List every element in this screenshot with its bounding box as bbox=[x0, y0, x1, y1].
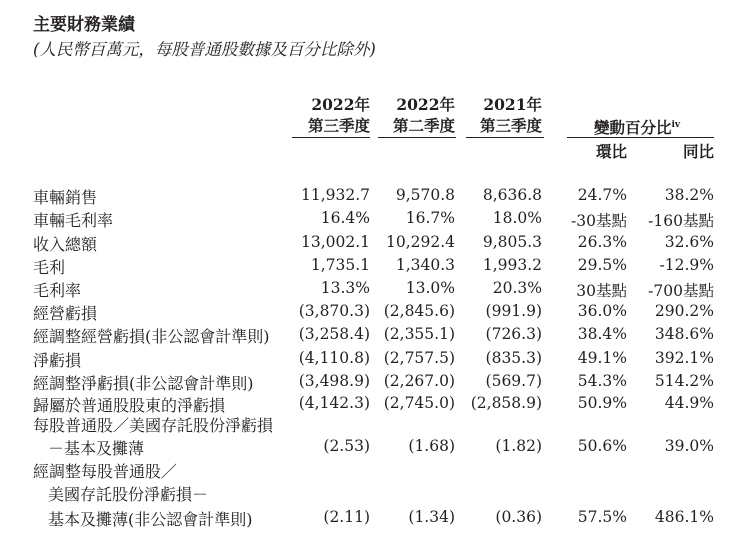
row-value: 30基點 bbox=[576, 282, 627, 300]
change-yoy-header: 同比 bbox=[682, 142, 714, 161]
row-value: 16.4% bbox=[320, 209, 370, 227]
row-value: (3,498.9) bbox=[298, 372, 370, 390]
row-value: 24.7% bbox=[577, 186, 627, 204]
row-value: (835.3) bbox=[485, 349, 542, 367]
row-value: 49.1% bbox=[577, 349, 627, 367]
row-label: 基本及攤薄(非公認會計準則) bbox=[48, 510, 253, 529]
column-year: 2022年 bbox=[311, 95, 370, 114]
change-underline bbox=[567, 137, 714, 138]
row-value: 38.2% bbox=[664, 186, 714, 204]
row-value: (2.11) bbox=[323, 508, 370, 526]
row-value: (4,110.8) bbox=[298, 349, 370, 367]
column-underline bbox=[292, 137, 370, 138]
row-value: 1,993.2 bbox=[482, 256, 542, 274]
row-value: (991.9) bbox=[485, 302, 542, 320]
row-value: 9,570.8 bbox=[395, 186, 455, 204]
column-quarter: 第二季度 bbox=[392, 116, 455, 135]
column-year: 2022年 bbox=[396, 95, 455, 114]
row-value: (0.36) bbox=[495, 508, 542, 526]
row-value: (726.3) bbox=[485, 325, 542, 343]
row-value: (2,757.5) bbox=[383, 349, 455, 367]
row-value: (1.34) bbox=[408, 508, 455, 526]
row-label: －基本及攤薄 bbox=[48, 439, 145, 458]
column-underline bbox=[378, 137, 456, 138]
row-value: 10,292.4 bbox=[385, 233, 455, 251]
page-subtitle: (人民幣百萬元，每股普通股數據及百分比除外) bbox=[33, 40, 376, 59]
row-value: (1.68) bbox=[408, 437, 455, 455]
row-value: -30基點 bbox=[571, 212, 627, 230]
column-year: 2021年 bbox=[483, 95, 542, 114]
row-value: 1,340.3 bbox=[395, 256, 455, 274]
row-value: (2,355.1) bbox=[383, 325, 455, 343]
row-value: 26.3% bbox=[577, 233, 627, 251]
row-label: 收入總額 bbox=[33, 235, 98, 254]
row-value: -160基點 bbox=[648, 212, 714, 230]
row-value: (3,870.3) bbox=[298, 302, 370, 320]
row-value: (4,142.3) bbox=[298, 394, 370, 412]
column-underline bbox=[466, 137, 544, 138]
column-quarter: 第三季度 bbox=[479, 116, 542, 135]
column-header-q2-2022 bbox=[393, 94, 455, 136]
row-value: 514.2% bbox=[654, 372, 714, 390]
row-value: (2,858.9) bbox=[470, 394, 542, 412]
row-value: 13.0% bbox=[405, 279, 455, 297]
row-label: 毛利率 bbox=[33, 281, 82, 300]
row-value: (3,258.4) bbox=[298, 325, 370, 343]
row-label: 經調整經營虧損(非公認會計準則) bbox=[33, 327, 270, 346]
row-value: -700基點 bbox=[648, 282, 714, 300]
row-value: 486.1% bbox=[654, 508, 714, 526]
row-label: 車輛銷售 bbox=[33, 188, 98, 207]
row-value: (2,267.0) bbox=[383, 372, 455, 390]
row-value: 9,805.3 bbox=[482, 233, 542, 251]
row-value: 44.9% bbox=[664, 394, 714, 412]
column-header-q3-2021 bbox=[480, 94, 542, 136]
column-header-q3-2022 bbox=[308, 94, 370, 136]
row-value: 20.3% bbox=[492, 279, 542, 297]
row-value: 1,735.1 bbox=[310, 256, 370, 274]
row-value: 57.5% bbox=[577, 508, 627, 526]
row-label: 經營虧損 bbox=[33, 304, 98, 323]
row-value: 29.5% bbox=[577, 256, 627, 274]
row-label: 毛利 bbox=[33, 258, 66, 277]
row-value: (1.82) bbox=[495, 437, 542, 455]
row-label: 車輛毛利率 bbox=[33, 211, 114, 230]
row-value: 38.4% bbox=[577, 325, 627, 343]
row-value: 11,932.7 bbox=[300, 186, 370, 204]
row-label: 每股普通股／美國存託股份淨虧損 bbox=[33, 416, 274, 435]
row-label: 歸屬於普通股股東的淨虧損 bbox=[33, 396, 226, 415]
page-title: 主要財務業績 bbox=[33, 15, 135, 35]
row-value: 13,002.1 bbox=[300, 233, 370, 251]
change-header bbox=[594, 115, 680, 138]
row-value: 39.0% bbox=[664, 437, 714, 455]
row-value: (2,845.6) bbox=[383, 302, 455, 320]
row-value: 32.6% bbox=[664, 233, 714, 251]
row-value: (2.53) bbox=[323, 437, 370, 455]
row-value: 392.1% bbox=[654, 349, 714, 367]
row-value: 348.6% bbox=[654, 325, 714, 343]
row-value: 50.9% bbox=[577, 394, 627, 412]
row-label: 經調整淨虧損(非公認會計準則) bbox=[33, 374, 254, 393]
row-value: 50.6% bbox=[577, 437, 627, 455]
row-label: 淨虧損 bbox=[33, 351, 82, 370]
change-qoq-header: 環比 bbox=[595, 142, 627, 161]
row-value: 18.0% bbox=[492, 209, 542, 227]
row-value: 16.7% bbox=[405, 209, 455, 227]
row-label: 經調整每股普通股／ bbox=[33, 462, 178, 481]
row-value: (569.7) bbox=[485, 372, 542, 390]
row-value: 54.3% bbox=[577, 372, 627, 390]
row-value: (2,745.0) bbox=[383, 394, 455, 412]
row-value: 8,636.8 bbox=[482, 186, 542, 204]
row-value: 290.2% bbox=[654, 302, 714, 320]
row-value: 13.3% bbox=[320, 279, 370, 297]
row-label: 美國存託股份淨虧損－ bbox=[48, 485, 209, 504]
column-quarter: 第三季度 bbox=[307, 116, 370, 135]
change-header-note: iv bbox=[671, 120, 681, 130]
change-header-label: 變動百分比 bbox=[594, 118, 672, 138]
row-value: 36.0% bbox=[577, 302, 627, 320]
row-value: -12.9% bbox=[659, 256, 714, 274]
